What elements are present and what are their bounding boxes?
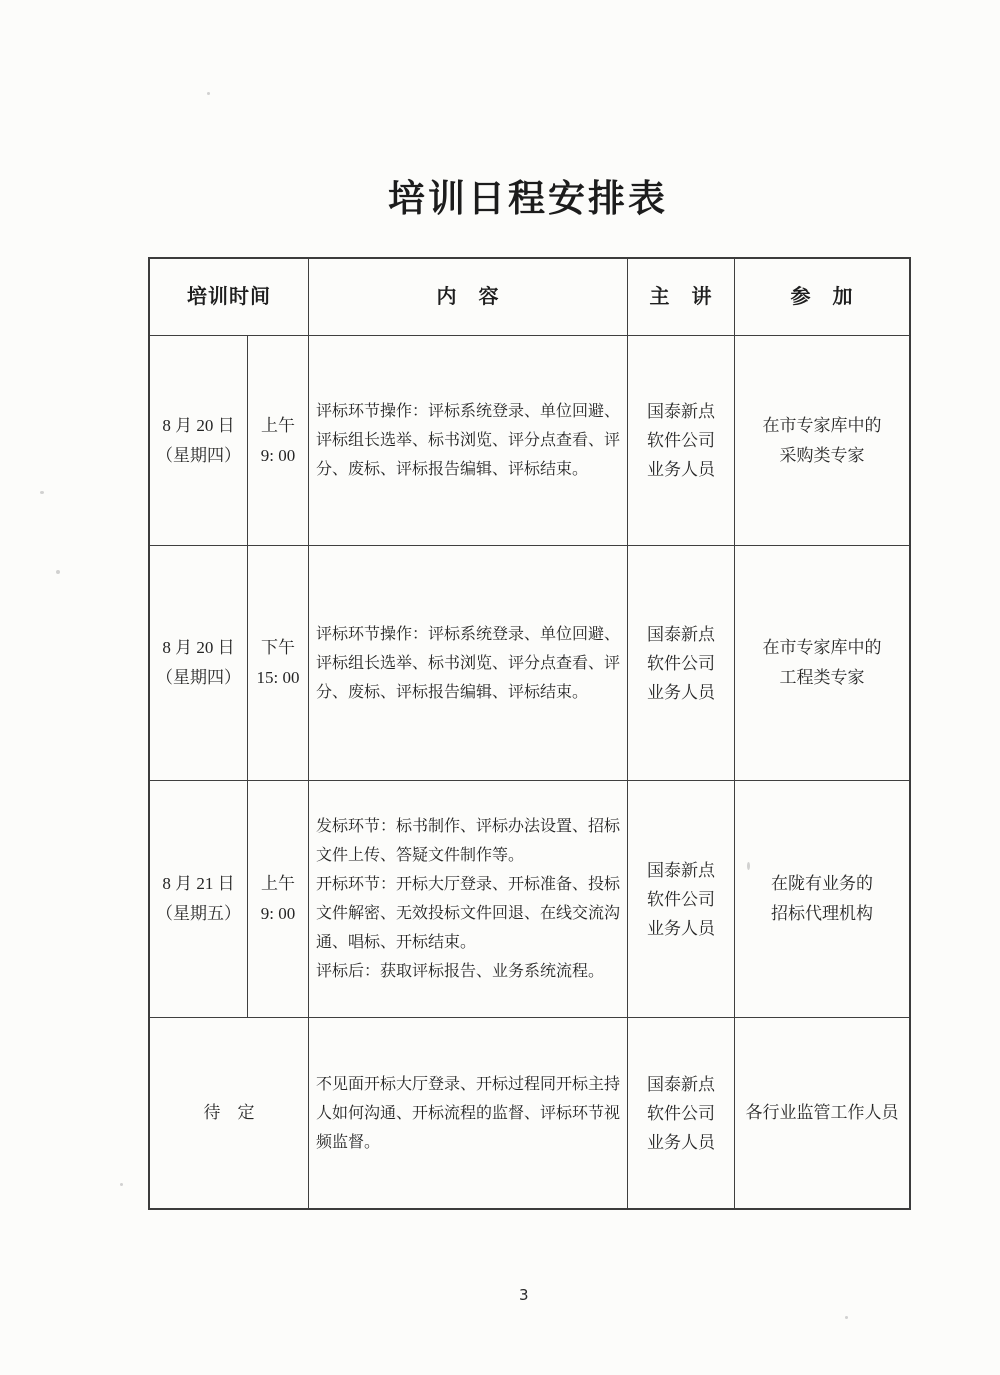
- cell-row2-time: [248, 546, 309, 781]
- page-number: 3: [519, 1286, 529, 1304]
- time-line: 9: 00: [260, 904, 296, 923]
- training-schedule-table: [148, 257, 911, 1210]
- lecturer-line: 业务人员: [647, 1132, 715, 1152]
- lecturer-line: 软件公司: [647, 653, 715, 673]
- content-paragraph: 开标环节：开标大厅登录、开标准备、投标文件解密、无效投标文件回退、在线交流沟通、唱标、开标结束。: [316, 876, 621, 951]
- cell-row2-lecturer: [628, 546, 735, 781]
- time-line: 下午: [261, 638, 295, 657]
- scan-speck: [747, 862, 750, 870]
- content-paragraph: 不见面开标大厅登录、开标过程同开标主持人如何沟通、开标流程的监督、评标环节视频监督。: [316, 1075, 621, 1151]
- time-line: 上午: [261, 874, 295, 893]
- date-line: 8 月 20 日: [162, 638, 235, 657]
- participants-line: 在市专家库中的: [762, 415, 882, 435]
- lecturer-line: 国泰新点: [647, 1074, 715, 1094]
- content-paragraph: 评标环节操作：评标系统登录、单位回避、评标组长选举、标书浏览、评分点查看、评分、废标、评标报告编辑、评标结束。: [316, 625, 621, 701]
- date-line: 8 月 20 日: [162, 415, 235, 435]
- participants-line: 各行业监管工作人员: [745, 1103, 899, 1122]
- participants-line: 工程类专家: [779, 668, 865, 687]
- time-line: 9: 00: [260, 445, 296, 465]
- lecturer-line: 国泰新点: [647, 402, 715, 421]
- scan-speck: [40, 491, 44, 494]
- content-paragraph: 评标后：获取评标报告、业务系统流程。: [316, 963, 605, 980]
- participants-line: 招标代理机构: [771, 904, 873, 923]
- scan-speck: [845, 1316, 848, 1319]
- scan-speck: [207, 92, 210, 95]
- cell-row3-participants: [735, 781, 909, 1018]
- date-line: （星期五）: [156, 904, 241, 923]
- lecturer-line: 国泰新点: [647, 860, 715, 880]
- cell-row2-content: [309, 546, 628, 781]
- scan-speck: [120, 1183, 123, 1186]
- cell-row4-participants: [735, 1018, 909, 1208]
- lecturer-line: 软件公司: [647, 1103, 715, 1123]
- header-cell-content: 内 容: [309, 259, 628, 336]
- cell-row3-content: [309, 781, 628, 1018]
- lecturer-line: 业务人员: [647, 460, 715, 479]
- cell-row1-time: [248, 336, 309, 546]
- page-title: 培训日程安排表: [388, 179, 668, 220]
- cell-row1-date: [150, 336, 248, 546]
- lecturer-line: 业务人员: [647, 918, 715, 938]
- cell-row2-date: [150, 546, 248, 781]
- date-line: 8 月 21 日: [162, 874, 235, 893]
- cell-row1-participants: [735, 336, 909, 546]
- lecturer-line: 业务人员: [647, 682, 715, 702]
- header-cell-training-time: 培训时间: [150, 259, 309, 336]
- date-line: （星期四）: [156, 668, 241, 687]
- lecturer-line: 软件公司: [647, 431, 715, 450]
- participants-line: 采购类专家: [779, 445, 865, 465]
- cell-row3-date: [150, 781, 248, 1018]
- time-line: 上午: [261, 415, 295, 435]
- cell-row4-lecturer: [628, 1018, 735, 1208]
- header-cell-lecturer: 主 讲: [628, 259, 735, 336]
- cell-row3-time: [248, 781, 309, 1018]
- cell-row4-content: [309, 1018, 628, 1208]
- lecturer-line: 国泰新点: [647, 624, 715, 644]
- time-line: 15: 00: [256, 668, 300, 687]
- cell-row1-content: [309, 336, 628, 546]
- cell-row1-lecturer: [628, 336, 735, 546]
- cell-row2-participants: [735, 546, 909, 781]
- cell-row4-date: [150, 1018, 309, 1208]
- cell-row3-lecturer: [628, 781, 735, 1018]
- header-cell-participants: 参 加: [735, 259, 909, 336]
- participants-line: 在市专家库中的: [762, 638, 882, 657]
- date-line: 待 定: [203, 1103, 255, 1122]
- scan-speck: [56, 570, 60, 574]
- lecturer-line: 软件公司: [647, 889, 715, 909]
- date-line: （星期四）: [156, 445, 241, 465]
- participants-line: 在陇有业务的: [771, 874, 873, 893]
- content-paragraph: 评标环节操作：评标系统登录、单位回避、评标组长选举、标书浏览、评分点查看、评分、废标、评标报告编辑、评标结束。: [316, 403, 621, 478]
- content-paragraph: 发标环节：标书制作、评标办法设置、招标文件上传、答疑文件制作等。: [316, 818, 621, 864]
